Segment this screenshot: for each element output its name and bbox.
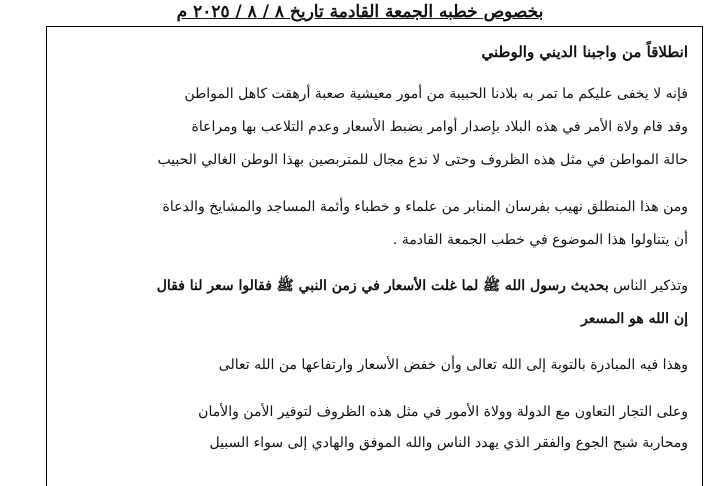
paragraph-5-line-2: ومحاربة شبح الجوع والفقر الذي يهدد الناس والله الموفق والهادي إلى سواء السبيل — [209, 435, 688, 451]
paragraph-2-line-2: أن يتناولوا هذا الموضوع في خطب الجمعة القادمة . — [392, 232, 688, 248]
paragraph-1-line-1: فإنه لا يخفى عليكم ما تمر به بلادنا الحبيبة من أمور معيشية صعبة أرهقت كاهل المواطن — [184, 86, 688, 102]
paragraph-5-line-1: وعلى التجار التعاون مع الدولة وولاة الأمور في مثل هذه الظروف لتوفير الأمن والأمان — [198, 404, 688, 420]
paragraph-3-line-2: إن الله هو المسعر — [581, 311, 688, 327]
paragraph-1-line-3: حالة المواطن في مثل هذه الظروف وحتى لا ندع مجال للمتربصين بهذا الوطن الغالي الحبيب — [157, 152, 688, 168]
paragraph-3-lead: وتذكير الناس — [608, 278, 688, 294]
paragraph-4: وهذا فيه المبادرة بالتوبة إلى الله تعالى وأن خفض الأسعار وارتفاعها من الله تعالى — [218, 357, 688, 373]
paragraph-2-line-1: ومن هذا المنطلق نهيب بفرسان المنابر من علماء و خطباء وأئمة المساجد والمشايخ والدعاة — [162, 199, 688, 215]
document-title: بخصوص خطبه الجمعة القادمة تاريخ ٨ / ٨ / ٢٠٢٥ م — [176, 2, 544, 22]
section-heading: انطلاقاً من واجبنا الديني والوطني — [481, 43, 688, 61]
paragraph-1-line-2: وقد قام ولاة الأمر في هذه البلاد بإصدار أوامر بضبط الأسعار وعدم التلاعب بها ومراعاة — [191, 119, 688, 135]
paragraph-3-line-1 — [157, 276, 688, 296]
hadith-text: بحديث رسول الله ﷺ لما غلت الأسعار في زمن النبي ﷺ فقالوا سعر لنا فقال — [156, 278, 609, 294]
